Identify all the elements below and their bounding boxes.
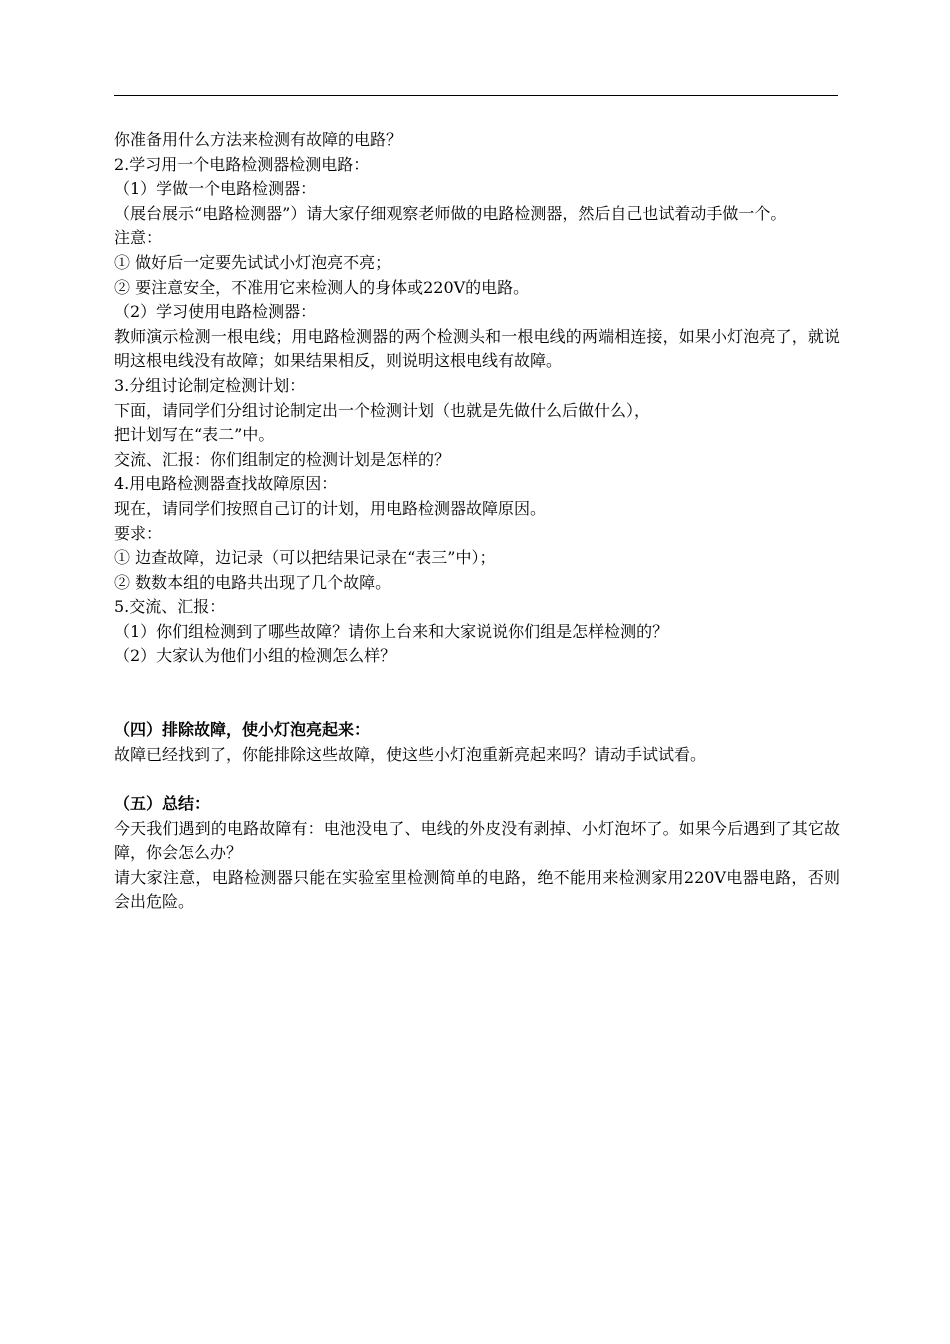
step-4-heading: 4.用电路检测器查找故障原因： [114, 474, 338, 494]
paragraph: 现在，请同学们按照自己订的计划，用电路检测器故障原因。 [114, 498, 547, 518]
section-4-body: 故障已经找到了，你能排除这些故障，使这些小灯泡重新亮起来吗？请动手试试看。 [114, 744, 707, 764]
step-2-heading: 2.学习用一个电路检测器检测电路： [114, 154, 370, 174]
spacer [114, 669, 840, 718]
document-body [114, 128, 840, 915]
list-item: ② 要注意安全，不准用它来检测人的身体或220V的电路。 [114, 277, 530, 297]
note-label: 注意： [114, 228, 163, 248]
list-item: ① 做好后一定要先试试小灯泡亮不亮； [114, 252, 392, 272]
paragraph: （1）你们组检测到了哪些故障？请你上台来和大家说说你们组是怎样检测的？ [114, 621, 669, 641]
spacer [114, 767, 840, 792]
section-5-heading: （五）总结： [114, 794, 211, 814]
header-rule [114, 95, 838, 96]
step-3-heading: 3.分组讨论制定检测计划： [114, 375, 306, 395]
list-item: ② 数数本组的电路共出现了几个故障。 [114, 572, 392, 592]
paragraph: 把计划写在“表二”中。 [114, 425, 275, 445]
list-item: ① 边查故障，边记录（可以把结果记录在“表三”中）； [114, 548, 496, 568]
paragraph: 交流、汇报：你们组制定的检测计划是怎样的？ [114, 449, 451, 469]
section-5-body: 请大家注意，电路检测器只能在实验室里检测简单的电路，绝不能用来检测家用220V电器电路，否则会出危险。 [114, 867, 840, 912]
paragraph: （2）大家认为他们小组的检测怎么样？ [114, 646, 397, 666]
paragraph: 你准备用什么方法来检测有故障的电路？ [114, 130, 403, 149]
paragraph: （展台展示“电路检测器”）请大家仔细观察老师做的电路检测器，然后自己也试着动手做一个。 [114, 203, 787, 223]
requirement-label: 要求： [114, 523, 163, 543]
paragraph: 下面，请同学们分组讨论制定出一个检测计划（也就是先做什么后做什么）， [114, 400, 651, 420]
section-5-body: 今天我们遇到的电路故障有：电池没电了、电线的外皮没有剥掉、小灯泡坏了。如果今后遇到了其它故障，你会怎么办？ [114, 818, 840, 863]
substep-heading: （1）学做一个电路检测器： [114, 179, 317, 199]
substep-heading: （2）学习使用电路检测器： [114, 302, 317, 322]
paragraph: 教师演示检测一根电线；用电路检测器的两个检测头和一根电线的两端相连接，如果小灯泡亮了，就说明这根电线没有故障；如果结果相反，则说明这根电线有故障。 [114, 326, 840, 371]
section-4-heading: （四）排除故障，使小灯泡亮起来： [114, 720, 371, 740]
step-5-heading: 5.交流、汇报： [114, 597, 226, 617]
